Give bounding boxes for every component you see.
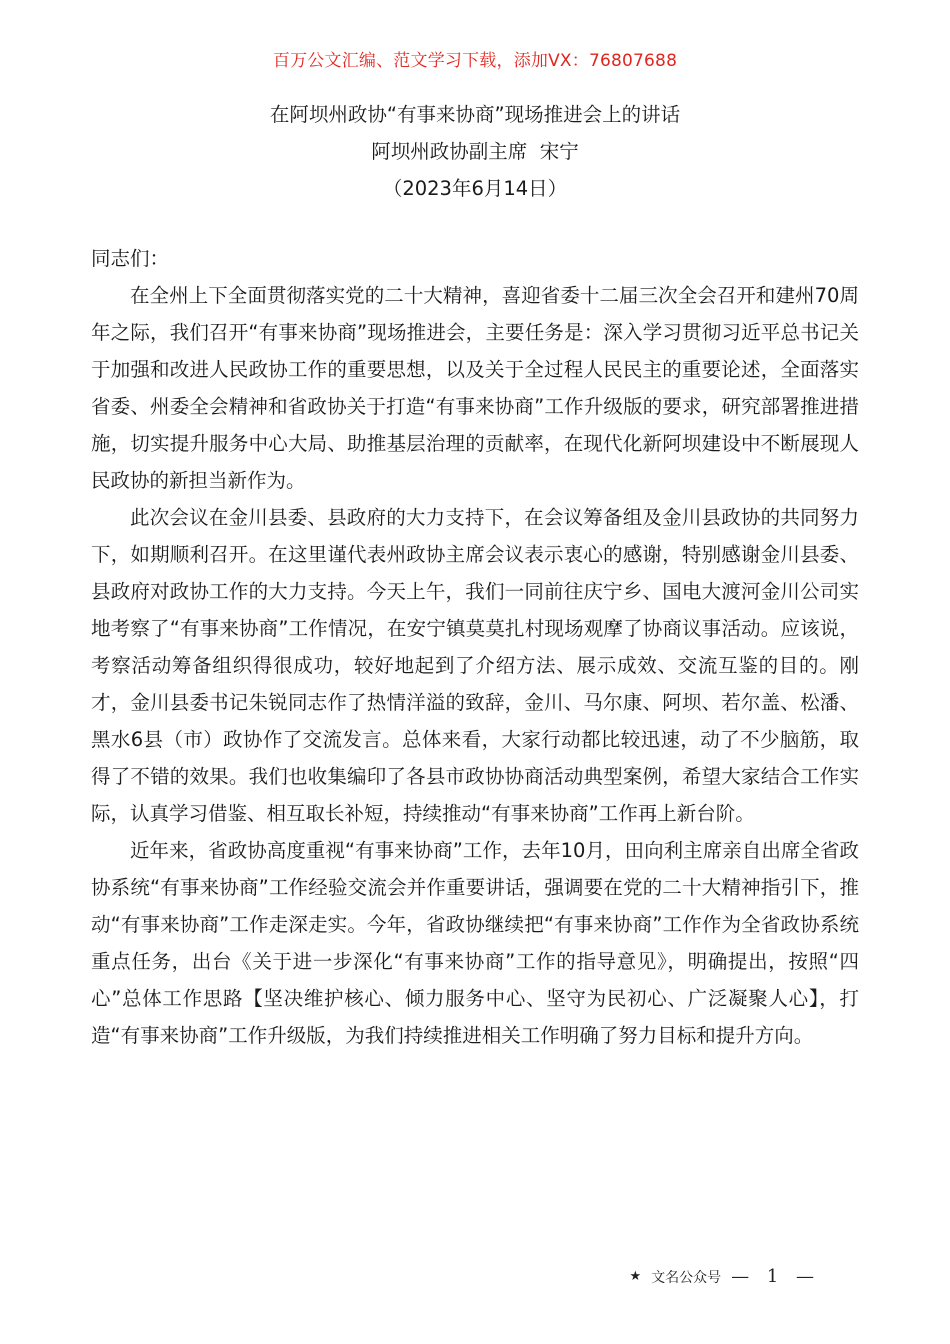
watermark-text: 百万公文汇编、范文学习下载，添加VX：76807688 — [272, 51, 678, 71]
paragraph-1: 在全州上下全面贯彻落实党的二十大精神，喜迎省委十二届三次全会召开和建州70周年之际，我们召开“有事来协商”现场推进会，主要任务是：深入学习贯彻习近平总书记关于加强和改进人民政协工作的重要思想，以及关于全过程人民民主的重要论述，全面落实省委、州委全会精神和省政协关于打造“有事来协商”工作升级版的要求，研究部署推进措施，切实提升服务中心大局、助推基层治理的贡献率，在现代化新阿坝建设中不断展现人民政协的新担当新作为。 — [91, 284, 859, 492]
salutation: 同志们： — [91, 247, 170, 270]
paragraph-3: 近年来，省政协高度重视“有事来协商”工作，去年10月，田向利主席亲自出席全省政协系统“有事来协商”工作经验交流会并作重要讲话，强调要在党的二十大精神指引下，推动“有事来协商”工作走深走实。今年，省政协继续把“有事来协商”工作作为全省政协系统重点任务，出台《关于进一步深化“有事来协商”工作的指导意见》，明确提出，按照“四心”总体工作思路【坚决维护核心、倾力服务中心、坚守为民初心、广泛凝聚人心】，打造“有事来协商”工作升级版，为我们持续推进相关工作明确了努力目标和提升方向。 — [91, 839, 859, 1047]
star-icon: ★ — [629, 1269, 642, 1284]
date-line: （2023年6月14日） — [382, 177, 568, 200]
document-title: 在阿坝州政协“有事来协商”现场推进会上的讲话 — [269, 103, 681, 126]
paragraph-2: 此次会议在金川县委、县政府的大力支持下，在会议筹备组及金川县政协的共同努力下，如期顺利召开。在这里谨代表州政协主席会议表示衷心的感谢，特别感谢金川县委、县政府对政协工作的大力支持。今天上午，我们一同前往庆宁乡、国电大渡河金川公司实地考察了“有事来协商”工作情况，在安宁镇莫莫扎村现场观摩了协商议事活动。应该说，考察活动筹备组织得很成功，较好地起到了介绍方法、展示成效、交流互鉴的目的。刚才，金川县委书记朱锐同志作了热情洋溢的致辞，金川、马尔康、阿坝、若尔盖、松潘、黑水6县（市）政协作了交流发言。总体来看，大家行动都比较迅速，动了不少脑筋，取得了不错的效果。我们也收集编印了各县市政协协商活动典型案例，希望大家结合工作实际，认真学习借鉴、相互取长补短，持续推动“有事来协商”工作再上新台阶。 — [91, 506, 859, 825]
speech-body — [91, 240, 859, 1054]
title-block — [0, 96, 950, 207]
author-line: 阿坝州政协副主席 宋宁 — [371, 140, 579, 163]
page-footer — [629, 1266, 820, 1287]
page-number: — 1 — — [731, 1266, 820, 1287]
footer-source: 文名公众号 — [651, 1269, 722, 1286]
